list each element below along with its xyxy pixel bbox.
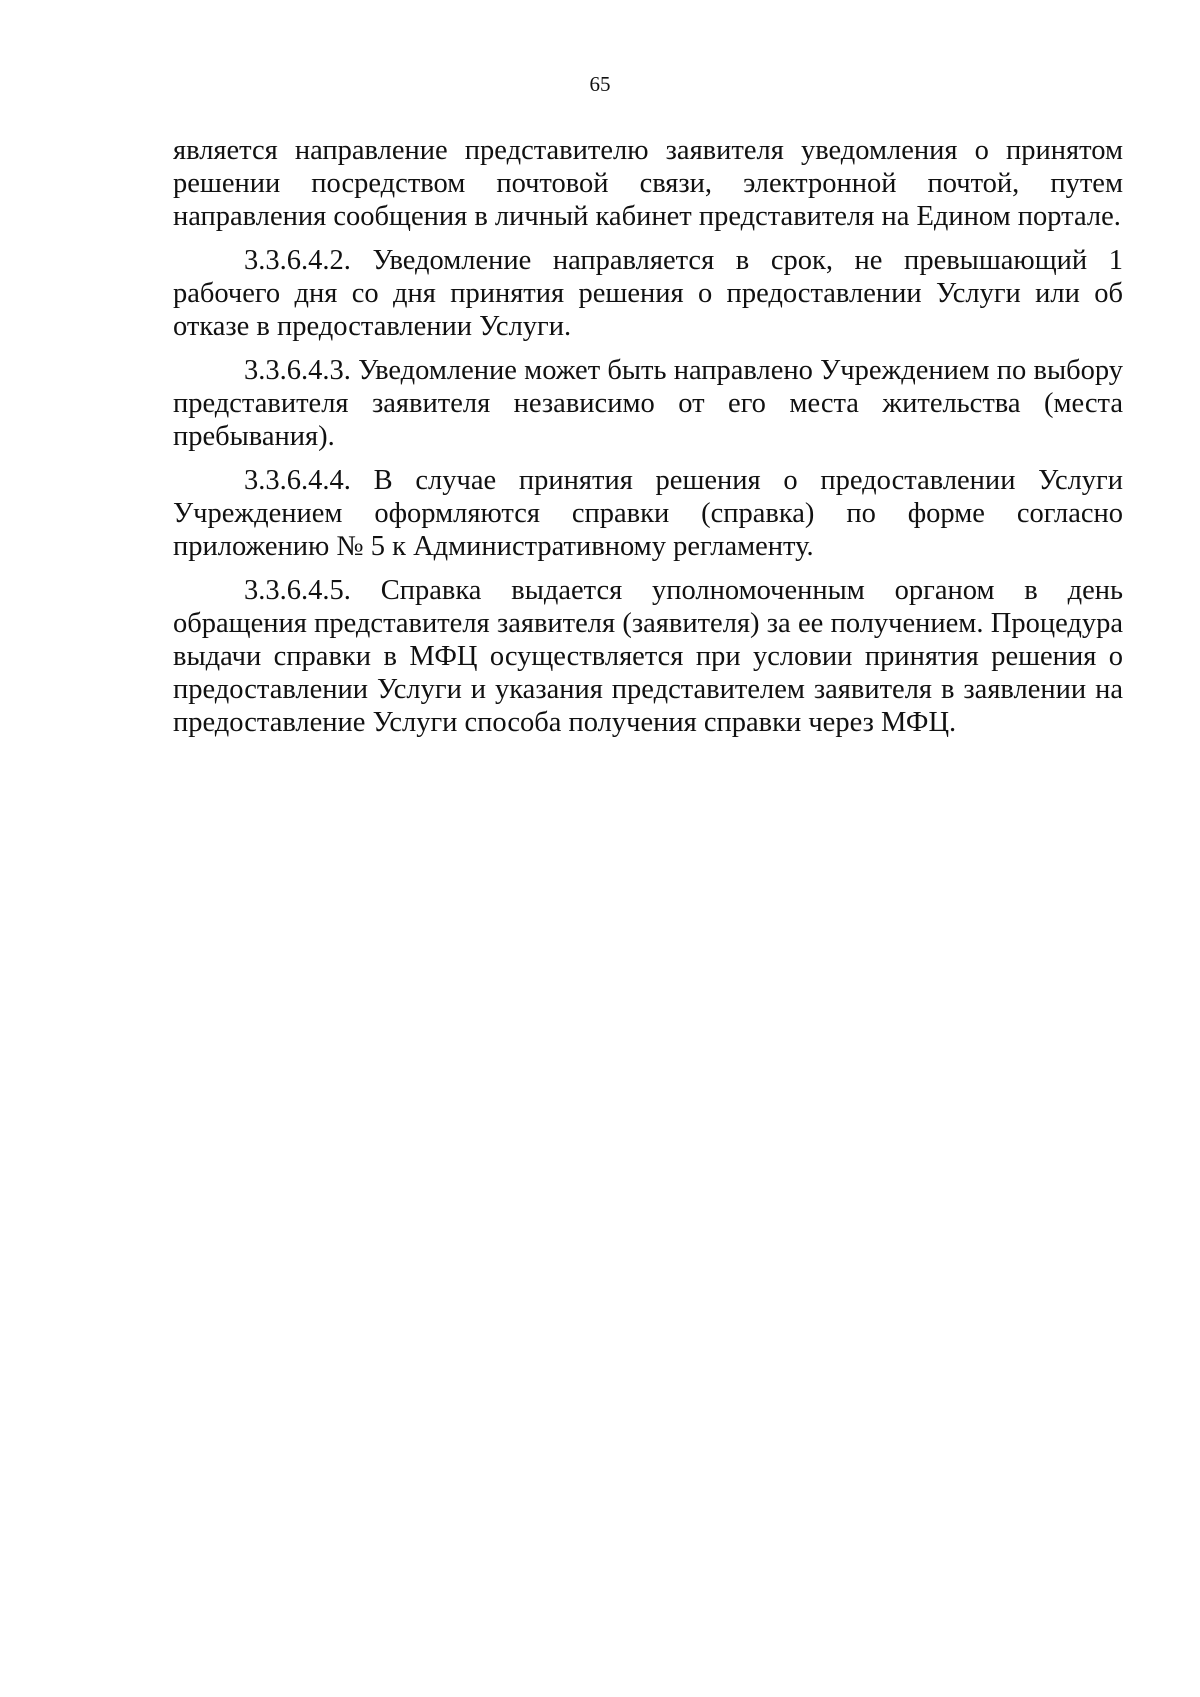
paragraph-text: Уведомление может быть направлено Учреждением по выбору представителя заявителя независимо от его места жительства (места пребывания).	[173, 355, 1124, 452]
paragraph-3-3-6-4-2	[173, 244, 1123, 343]
paragraph-number: 3.3.6.4.3.	[244, 355, 351, 386]
paragraph-number: 3.3.6.4.2.	[244, 245, 351, 276]
paragraph-text: В случае принятия решения о предоставлении Услуги Учреждением оформляются справки (справка) по форме согласно приложению № 5 к Административному регламенту.	[173, 465, 1124, 562]
paragraph-number: 3.3.6.4.4.	[244, 465, 351, 496]
paragraph-text: Справка выдается уполномоченным органом в день обращения представителя заявителя (заявителя) за ее получением. Процедура выдачи справки в МФЦ осуществляется при условии принятия решения о предоставлении Услуги и указания представителем заявителя в заявлении на предоставление Услуги способа получения справки через МФЦ.	[173, 575, 1123, 738]
paragraph-3-3-6-4-4	[173, 464, 1123, 563]
paragraph-text: Уведомление направляется в срок, не превышающий 1 рабочего дня со дня принятия решения о предоставлении Услуги или об отказе в предоставлении Услуги.	[173, 245, 1124, 342]
paragraph-3-3-6-4-3	[173, 354, 1123, 453]
paragraph-text: является направление представителю заявителя уведомления о принятом решении посредством почтовой связи, электронной почтой, путем направления сообщения в личный кабинет представителя на Едином портале.	[173, 135, 1123, 232]
document-body	[173, 134, 1123, 750]
paragraph-number: 3.3.6.4.5.	[244, 575, 351, 606]
paragraph-continuation	[173, 134, 1123, 233]
paragraph-3-3-6-4-5	[173, 574, 1123, 739]
page-number: 65	[589, 72, 611, 96]
